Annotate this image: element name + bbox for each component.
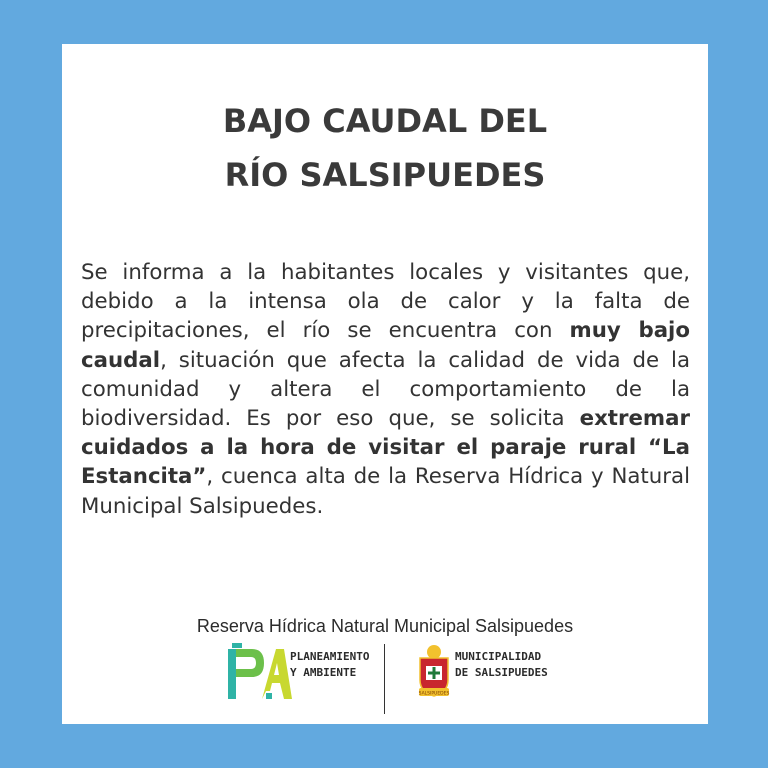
municipalidad-text xyxy=(455,649,548,681)
body-bold-1: muy bajo caudal xyxy=(81,318,690,373)
seal-banner-text: SALSIPUEDES xyxy=(418,691,450,697)
planeamiento-ambiente-text xyxy=(290,649,369,681)
municipalidad-seal-icon xyxy=(417,642,451,700)
muni-line-1: MUNICIPALIDAD xyxy=(455,650,542,663)
notice-body xyxy=(81,258,690,521)
body-text-3: , cuenca alta de la Reserva Hídrica y Natural Municipal Salsipuedes. xyxy=(81,464,690,519)
muni-line-2: DE SALSIPUEDES xyxy=(455,666,548,679)
logo-divider xyxy=(384,644,385,714)
pa-line-2: Y AMBIENTE xyxy=(290,666,357,679)
title-line-2: RÍO SALSIPUEDES xyxy=(224,156,546,194)
footer-title: Reserva Hídrica Natural Municipal Salsipuedes xyxy=(196,616,574,636)
body-text-1: Se informa a la habitantes locales y visitantes que, debido a la intensa ola de calor y la falta de precipitaciones, el río se encuentra con xyxy=(81,260,690,344)
body-text-2: , situación que afecta la calidad de vida de la comunidad y altera el comportamiento de la biodiversidad. Es por eso que, se solicita xyxy=(81,347,690,432)
pa-line-1: PLANEAMIENTO xyxy=(290,650,370,663)
notice-title xyxy=(62,94,708,202)
planeamiento-ambiente-logo-icon xyxy=(226,641,294,701)
notice-card xyxy=(62,44,708,724)
title-line-1: BAJO CAUDAL DEL xyxy=(222,102,548,140)
body-bold-2: extremar cuidados a la hora de visitar el paraje rural “La Estancita” xyxy=(81,406,690,490)
